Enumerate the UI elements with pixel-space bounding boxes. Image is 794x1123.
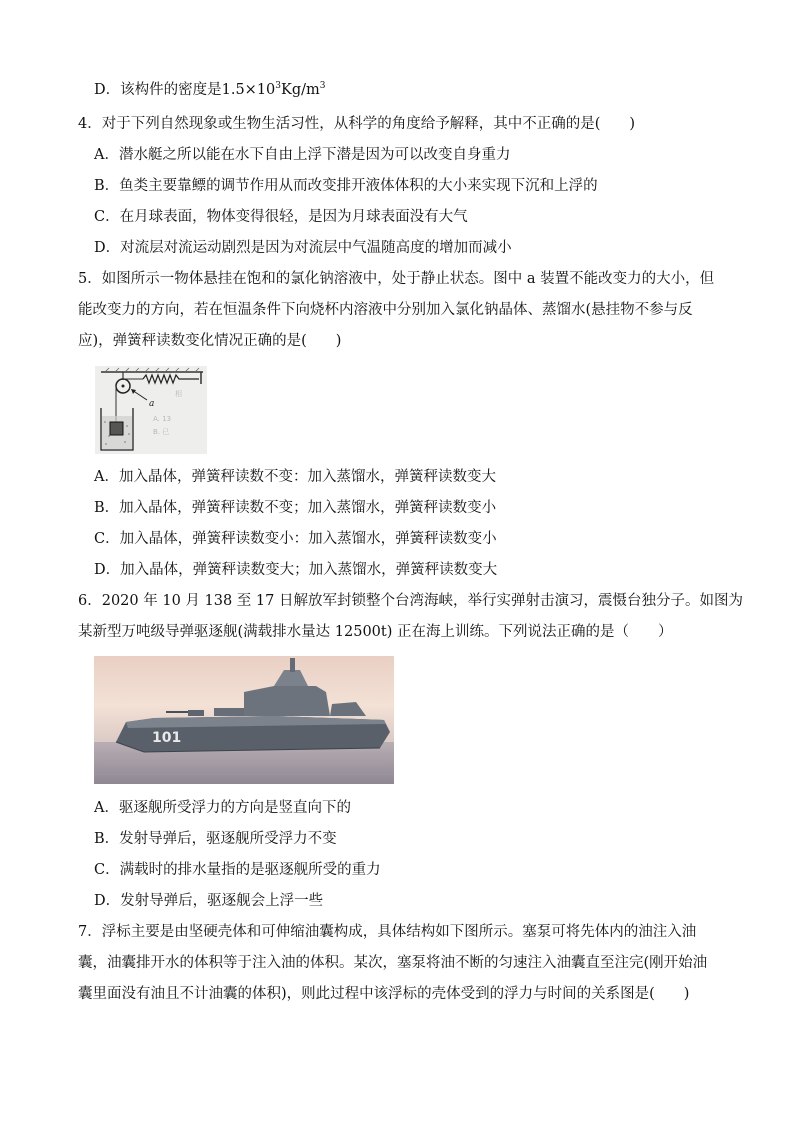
svg-text:B. 已: B. 已 <box>153 428 170 436</box>
q4-option-a: A．潜水艇之所以能在水下自由上浮下潜是因为可以改变自身重力 <box>94 147 511 163</box>
q6-stem-line-1: 6．2020 年 10 月 138 至 17 日解放军封锁整个台湾海峡，举行实弹射击演习，震慑台独分子。如图为 <box>78 593 743 609</box>
q5-apparatus-figure <box>95 366 207 454</box>
q4-option-d: D．对流层对流运动剧烈是因为对流层中气温随高度的增加而减小 <box>94 240 512 256</box>
q4-stem: 4．对于下列自然现象或生物生活习性，从科学的角度给予解释，其中不正确的是( ) <box>78 116 636 132</box>
unit-exponent: 3 <box>319 81 326 91</box>
q6-option-b: B．发射导弹后，驱逐舰所受浮力不变 <box>94 831 337 847</box>
pulley-label-a: a <box>149 399 155 409</box>
q6-stem-line-2: 某新型万吨级导弹驱逐舰(满载排水量达 12500t) 正在海上训练。下列说法正确的是（ ） <box>78 624 673 640</box>
svg-text:A. 13: A. 13 <box>153 415 172 423</box>
q7-stem-line-2: 囊，油囊排开水的体积等于注入油的体积。某次，塞泵将油不断的匀速注入油囊直至注完(刚开始油 <box>78 955 708 971</box>
q5-stem-line-2: 能改变力的方向，若在恒温条件下向烧杯内溶液中分别加入氯化钠晶体、蒸馏水(悬挂物不参与反 <box>78 302 693 318</box>
q5-option-c: C．加入晶体，弹簧秤读数变小：加入蒸馏水，弹簧秤读数变小 <box>94 531 497 547</box>
q5-stem-line-3: 应)，弹簧秤读数变化情况正确的是( ) <box>78 333 342 349</box>
exponent: 3 <box>275 81 282 91</box>
q5-option-b: B．加入晶体，弹簧秤读数不变；加入蒸馏水，弹簧秤读数变小 <box>94 500 497 516</box>
svg-text:相: 相 <box>175 390 182 398</box>
q6-destroyer-photo <box>94 656 394 784</box>
q4-option-b: B．鱼类主要靠鳔的调节作用从而改变排开液体体积的大小来实现下沉和上浮的 <box>94 178 598 194</box>
q5-stem-line-1: 5．如图所示一物体悬挂在饱和的氯化钠溶液中，处于静止状态。图中 a 装置不能改变力的大小，但 <box>78 271 715 287</box>
q6-option-d: D．发射导弹后，驱逐舰会上浮一些 <box>94 893 324 909</box>
q6-option-c: C．满载时的排水量指的是驱逐舰所受的重力 <box>94 862 381 878</box>
q4-option-c: C．在月球表面，物体变得很轻，是因为月球表面没有大气 <box>94 209 468 225</box>
hull-number: 101 <box>152 730 182 746</box>
unit: Kg/m <box>281 82 320 98</box>
q3-option-d <box>94 80 326 100</box>
q5-option-d: D．加入晶体，弹簧秤读数变大；加入蒸馏水，弹簧秤读数变大 <box>94 562 498 578</box>
q6-option-a: A．驱逐舰所受浮力的方向是竖直向下的 <box>94 800 351 816</box>
destroyer-ship-image <box>94 656 394 784</box>
q7-stem-line-3: 囊里面没有油且不计油囊的体积)，则此过程中该浮标的壳体受到的浮力与时间的关系图是( ) <box>78 986 690 1002</box>
q3-option-d-text: D．该构件的密度是1.5×10 <box>94 82 276 98</box>
pulley-spring-beaker-diagram <box>95 366 207 454</box>
q5-option-a: A．加入晶体，弹簧秤读数不变：加入蒸馏水，弹簧秤读数变大 <box>94 469 496 485</box>
q7-stem-line-1: 7．浮标主要是由坚硬壳体和可伸缩油囊构成，具体结构如下图所示。塞泵可将先体内的油注入油 <box>78 924 697 940</box>
